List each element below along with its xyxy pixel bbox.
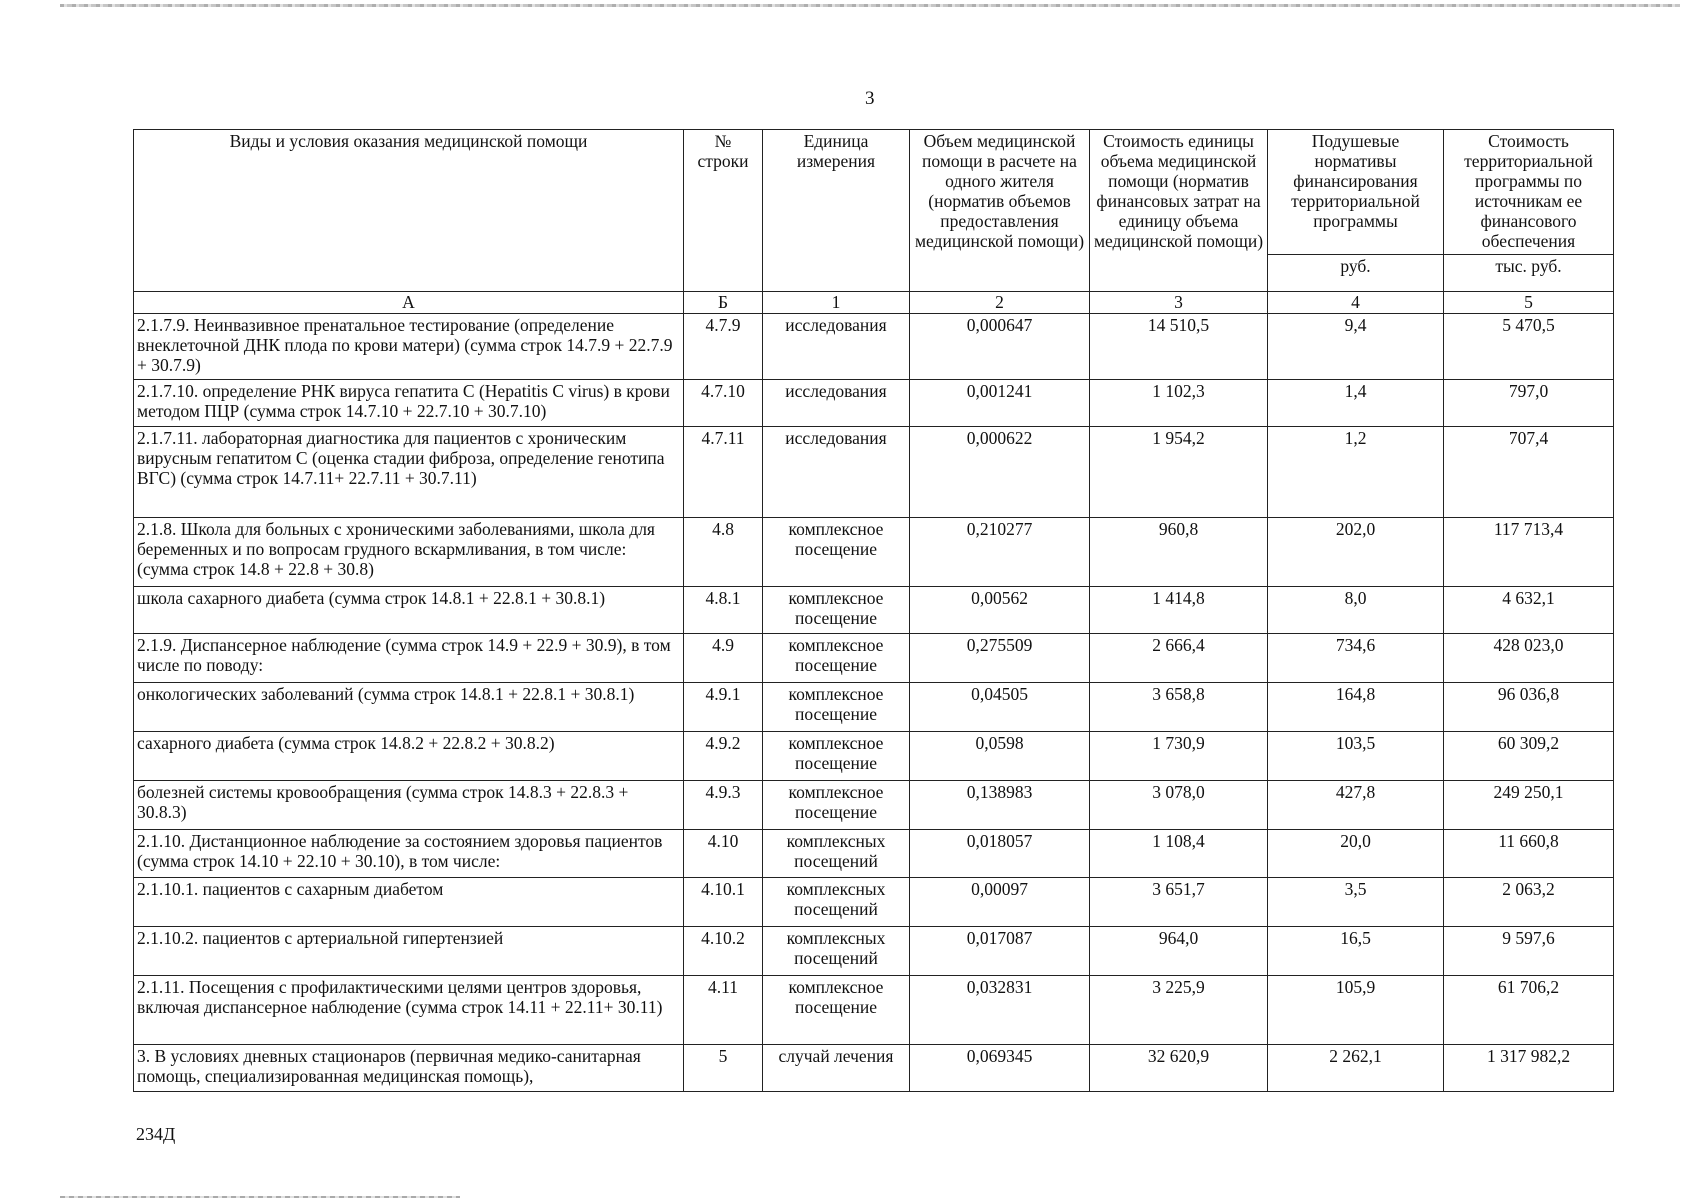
row-total: 428 023,0 (1444, 634, 1614, 683)
table-row (134, 732, 1614, 781)
row-cost: 1 108,4 (1090, 830, 1268, 878)
row-unit: комплексных посещений (763, 830, 910, 878)
row-per-capita: 8,0 (1268, 587, 1444, 634)
row-unit: случай лечения (763, 1045, 910, 1092)
index-cell: Б (684, 292, 763, 314)
row-volume: 0,069345 (910, 1045, 1090, 1092)
row-per-capita: 427,8 (1268, 781, 1444, 830)
row-name: 2.1.7.10. определение РНК вируса гепатита С (Hepatitis C virus) в крови методом ПЦР (сумма строк 14.7.10 + 22.7.10 + 30.7.10) (134, 380, 684, 427)
row-name: 3. В условиях дневных стационаров (первичная медико-санитарная помощь, специализированная медицинская помощь), (134, 1045, 684, 1092)
row-cost: 1 954,2 (1090, 427, 1268, 518)
row-number: 4.7.11 (684, 427, 763, 518)
row-total: 9 597,6 (1444, 927, 1614, 976)
header-col-2: Объем медицинской помощи в расчете на одного жителя (норматив объемов предоставления медицинской помощи) (910, 130, 1090, 292)
header-col-5: Стоимость территориальной программы по источникам ее финансового обеспечения (1444, 130, 1614, 255)
table-row (134, 683, 1614, 732)
row-per-capita: 103,5 (1268, 732, 1444, 781)
row-volume: 0,017087 (910, 927, 1090, 976)
row-cost: 3 225,9 (1090, 976, 1268, 1045)
row-unit: комплексное посещение (763, 976, 910, 1045)
financing-table (133, 129, 1614, 1092)
row-volume: 0,0598 (910, 732, 1090, 781)
row-total: 11 660,8 (1444, 830, 1614, 878)
row-volume: 0,00097 (910, 878, 1090, 927)
row-cost: 964,0 (1090, 927, 1268, 976)
row-total: 797,0 (1444, 380, 1614, 427)
table-row (134, 781, 1614, 830)
index-cell: 5 (1444, 292, 1614, 314)
row-unit: комплексное посещение (763, 781, 910, 830)
row-unit: комплексное посещение (763, 518, 910, 587)
row-per-capita: 3,5 (1268, 878, 1444, 927)
row-total: 249 250,1 (1444, 781, 1614, 830)
table-row (134, 314, 1614, 380)
row-unit: исследования (763, 314, 910, 380)
row-cost: 960,8 (1090, 518, 1268, 587)
row-total: 2 063,2 (1444, 878, 1614, 927)
row-total: 117 713,4 (1444, 518, 1614, 587)
row-name: 2.1.10.1. пациентов с сахарным диабетом (134, 878, 684, 927)
row-unit: исследования (763, 427, 910, 518)
row-volume: 0,04505 (910, 683, 1090, 732)
scan-edge-top (60, 4, 1680, 7)
row-name: онкологических заболеваний (сумма строк 14.8.1 + 22.8.1 + 30.8.1) (134, 683, 684, 732)
row-per-capita: 20,0 (1268, 830, 1444, 878)
row-name: 2.1.7.11. лабораторная диагностика для пациентов с хроническим вирусным гепатитом С (оценка стадии фиброза, определение генотипа ВГС) (сумма строк 14.7.11+ 22.7.11 + 30.7.11) (134, 427, 684, 518)
row-name: 2.1.7.9. Неинвазивное пренатальное тестирование (определение внеклеточной ДНК плода по крови матери) (сумма строк 14.7.9 + 22.7.9 + 30.7.9) (134, 314, 684, 380)
row-number: 4.10.1 (684, 878, 763, 927)
row-cost: 3 658,8 (1090, 683, 1268, 732)
row-per-capita: 1,2 (1268, 427, 1444, 518)
row-number: 4.10 (684, 830, 763, 878)
row-per-capita: 105,9 (1268, 976, 1444, 1045)
document-code: 234Д (136, 1124, 176, 1144)
header-col-4: Подушевые нормативы финансирования территориальной программы (1268, 130, 1444, 255)
table-row (134, 380, 1614, 427)
row-per-capita: 164,8 (1268, 683, 1444, 732)
row-volume: 0,138983 (910, 781, 1090, 830)
table-row (134, 634, 1614, 683)
row-cost: 1 102,3 (1090, 380, 1268, 427)
row-total: 1 317 982,2 (1444, 1045, 1614, 1092)
row-total: 707,4 (1444, 427, 1614, 518)
table-row (134, 1045, 1614, 1092)
row-cost: 32 620,9 (1090, 1045, 1268, 1092)
row-unit: комплексных посещений (763, 878, 910, 927)
row-unit: комплексное посещение (763, 683, 910, 732)
row-number: 4.9 (684, 634, 763, 683)
table-row (134, 878, 1614, 927)
row-name: сахарного диабета (сумма строк 14.8.2 + 22.8.2 + 30.8.2) (134, 732, 684, 781)
row-volume: 0,001241 (910, 380, 1090, 427)
row-number: 4.9.3 (684, 781, 763, 830)
row-number: 5 (684, 1045, 763, 1092)
row-per-capita: 1,4 (1268, 380, 1444, 427)
row-number: 4.9.1 (684, 683, 763, 732)
row-per-capita: 16,5 (1268, 927, 1444, 976)
row-name: болезней системы кровообращения (сумма строк 14.8.3 + 22.8.3 + 30.8.3) (134, 781, 684, 830)
column-index-row (134, 292, 1614, 314)
row-name: школа сахарного диабета (сумма строк 14.8.1 + 22.8.1 + 30.8.1) (134, 587, 684, 634)
table-row (134, 518, 1614, 587)
scan-edge-bottom (60, 1196, 460, 1198)
header-col-1: Единица измерения (763, 130, 910, 292)
row-cost: 3 078,0 (1090, 781, 1268, 830)
row-unit: комплексное посещение (763, 587, 910, 634)
header-col-3: Стоимость единицы объема медицинской помощи (норматив финансовых затрат на единицу объема медицинской помощи) (1090, 130, 1268, 292)
row-volume: 0,210277 (910, 518, 1090, 587)
row-cost: 14 510,5 (1090, 314, 1268, 380)
row-total: 96 036,8 (1444, 683, 1614, 732)
index-cell: 3 (1090, 292, 1268, 314)
row-total: 4 632,1 (1444, 587, 1614, 634)
row-number: 4.7.9 (684, 314, 763, 380)
row-volume: 0,000647 (910, 314, 1090, 380)
index-cell: 4 (1268, 292, 1444, 314)
table-row (134, 427, 1614, 518)
header-col-a: Виды и условия оказания медицинской помощи (134, 130, 684, 292)
row-volume: 0,275509 (910, 634, 1090, 683)
row-per-capita: 9,4 (1268, 314, 1444, 380)
index-cell: А (134, 292, 684, 314)
header-unit-5: тыс. руб. (1444, 255, 1614, 292)
header-col-b: № строки (684, 130, 763, 292)
row-volume: 0,00562 (910, 587, 1090, 634)
table-row (134, 976, 1614, 1045)
row-cost: 2 666,4 (1090, 634, 1268, 683)
row-number: 4.11 (684, 976, 763, 1045)
row-number: 4.10.2 (684, 927, 763, 976)
row-cost: 1 730,9 (1090, 732, 1268, 781)
row-number: 4.8 (684, 518, 763, 587)
row-volume: 0,018057 (910, 830, 1090, 878)
index-cell: 1 (763, 292, 910, 314)
row-number: 4.8.1 (684, 587, 763, 634)
header-unit-4: руб. (1268, 255, 1444, 292)
row-name: 2.1.10.2. пациентов с артериальной гипертензией (134, 927, 684, 976)
row-unit: комплексное посещение (763, 634, 910, 683)
row-cost: 3 651,7 (1090, 878, 1268, 927)
row-volume: 0,000622 (910, 427, 1090, 518)
table-row (134, 830, 1614, 878)
row-name: 2.1.11. Посещения с профилактическими целями центров здоровья, включая диспансерное наблюдение (сумма строк 14.11 + 22.11+ 30.11) (134, 976, 684, 1045)
table-row (134, 587, 1614, 634)
row-unit: исследования (763, 380, 910, 427)
row-unit: комплексное посещение (763, 732, 910, 781)
row-name: 2.1.8. Школа для больных с хроническими заболеваниями, школа для беременных и по вопросам грудного вскармливания, в том числе: (сумма строк 14.8 + 22.8 + 30.8) (134, 518, 684, 587)
row-number: 4.7.10 (684, 380, 763, 427)
row-unit: комплексных посещений (763, 927, 910, 976)
row-cost: 1 414,8 (1090, 587, 1268, 634)
row-volume: 0,032831 (910, 976, 1090, 1045)
row-per-capita: 202,0 (1268, 518, 1444, 587)
row-total: 5 470,5 (1444, 314, 1614, 380)
row-number: 4.9.2 (684, 732, 763, 781)
row-total: 61 706,2 (1444, 976, 1614, 1045)
row-name: 2.1.10. Дистанционное наблюдение за состоянием здоровья пациентов (сумма строк 14.10 + 22.10 + 30.10), в том числе: (134, 830, 684, 878)
table-row (134, 927, 1614, 976)
index-cell: 2 (910, 292, 1090, 314)
row-name: 2.1.9. Диспансерное наблюдение (сумма строк 14.9 + 22.9 + 30.9), в том числе по поводу: (134, 634, 684, 683)
row-per-capita: 2 262,1 (1268, 1045, 1444, 1092)
row-per-capita: 734,6 (1268, 634, 1444, 683)
row-total: 60 309,2 (1444, 732, 1614, 781)
page-number: 3 (865, 88, 875, 109)
